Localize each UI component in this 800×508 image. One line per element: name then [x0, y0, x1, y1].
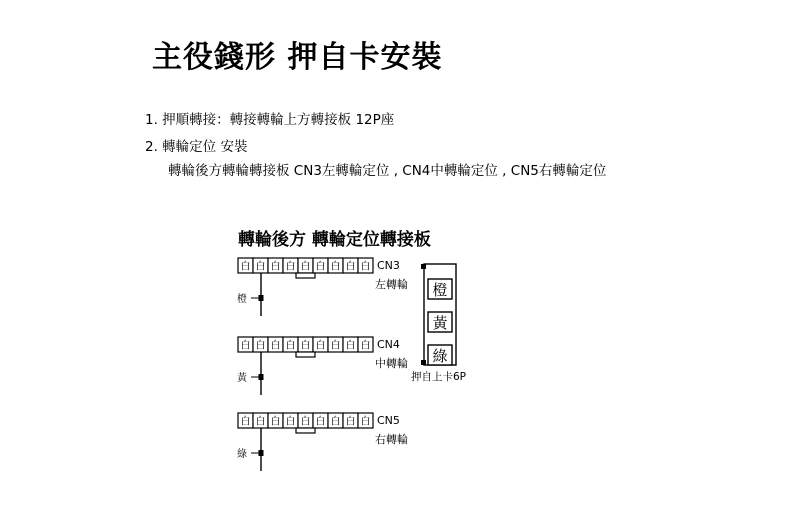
pin-label: 白: [300, 340, 311, 352]
pin-label: 白: [330, 340, 341, 352]
pin-label: 白: [285, 416, 296, 428]
pin-label: 白: [270, 340, 281, 352]
pin-label: 白: [315, 261, 326, 273]
pin-label: 白: [255, 416, 266, 428]
socket-slot-label: 黃: [432, 314, 448, 332]
connector-name: CN4: [377, 338, 400, 351]
pin-label: 白: [240, 340, 251, 352]
connector-key: [296, 352, 315, 357]
socket-pin1-marker: [421, 264, 426, 269]
wire-terminal: [259, 374, 264, 380]
connector-name: CN5: [377, 414, 400, 427]
pin-label: 白: [255, 261, 266, 273]
pin-label: 白: [285, 261, 296, 273]
pin-label: 白: [360, 340, 371, 352]
socket-slot-label: 綠: [432, 347, 448, 365]
pin-label: 白: [300, 261, 311, 273]
wire-terminal: [259, 295, 264, 301]
pin-label: 白: [345, 261, 356, 273]
wire-color-label: 橙: [237, 294, 247, 305]
socket-label: 押自上卡6P: [411, 371, 467, 383]
pin-label: 白: [330, 261, 341, 273]
diagram-title: 轉輪後方 轉輪定位轉接板: [238, 230, 431, 250]
wire-color-label: 黃: [237, 373, 247, 384]
reel-label: 左轉輪: [375, 278, 408, 291]
wire-color-label: 綠: [237, 449, 247, 460]
pin-label: 白: [315, 416, 326, 428]
pin-label: 白: [255, 340, 266, 352]
pin-label: 白: [240, 416, 251, 428]
socket-pin6-marker: [421, 360, 426, 365]
pin-label: 白: [330, 416, 341, 428]
instruction-3: 轉輪後方轉輪轉接板 CN3左轉輪定位 , CN4中轉輪定位 , CN5右轉輪定位: [168, 163, 607, 179]
instruction-2: 2. 轉輪定位 安裝: [145, 139, 248, 155]
instruction-1: 1. 押順轉接：轉接轉輪上方轉接板 12P座: [145, 112, 395, 128]
pin-label: 白: [270, 416, 281, 428]
pin-label: 白: [285, 340, 296, 352]
reel-label: 中轉輪: [375, 357, 408, 370]
pin-label: 白: [240, 261, 251, 273]
pin-label: 白: [360, 261, 371, 273]
pin-label: 白: [345, 340, 356, 352]
socket-slot-label: 橙: [432, 281, 448, 299]
pin-label: 白: [300, 416, 311, 428]
pin-label: 白: [360, 416, 371, 428]
reel-label: 右轉輪: [375, 433, 408, 446]
pin-label: 白: [345, 416, 356, 428]
connector-key: [296, 273, 315, 278]
pin-label: 白: [270, 261, 281, 273]
page-title: 主役錢形 押自卡安裝: [152, 40, 443, 75]
pin-label: 白: [315, 340, 326, 352]
connector-name: CN3: [377, 259, 400, 272]
wire-terminal: [259, 450, 264, 456]
connector-key: [296, 428, 315, 433]
